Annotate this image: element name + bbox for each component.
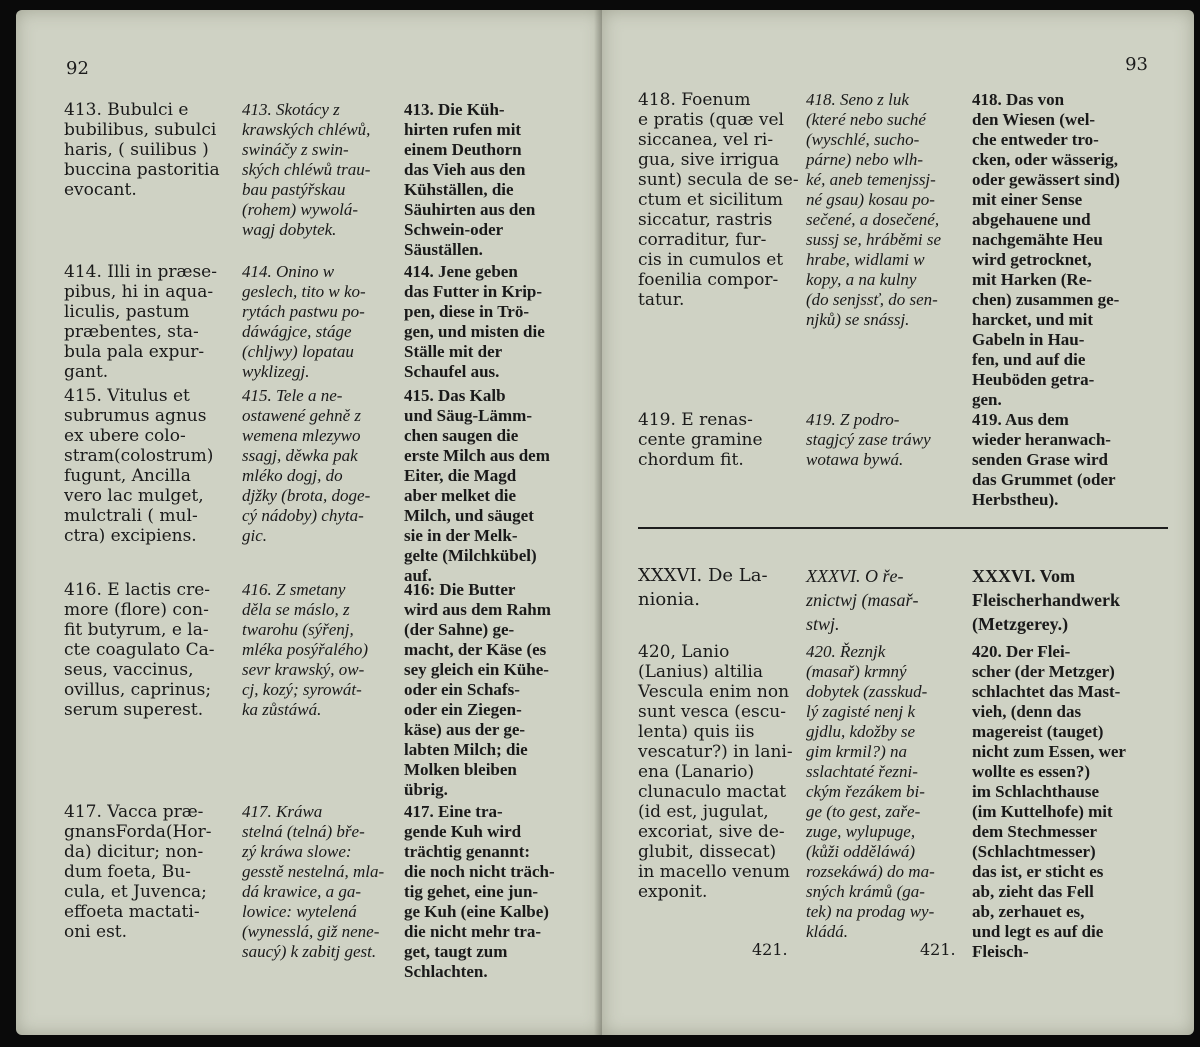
german-entry-419: 419. Aus dem wieder heranwach- senden Grase wird das Grummet (oder Herbstheu). [972, 410, 1116, 509]
latin-entry-416: 416. E lactis cre- more (flore) con- fit butyrum, e la- cte coagulato Ca- seus, vaccinus, ovillus, caprinus; serum superest. [64, 580, 215, 720]
czech-entry-415: 415. Tele a ne- ostawené gehně z wemena mlezywo ssagj, děwka pak mléko dogj, do djžky (brota, doge- cý nádoby) chyta- gic. [242, 386, 371, 545]
right-page [602, 10, 1194, 1035]
czech-entry-420: 420. Řeznjk (masař) krmný dobytek (zasskud- lý zagisté nenj k gjdlu, kdožby se gim krmil?) na sslachtaté řezni- ckým řezákem bi- ge (to gest, zaře- zuge, wylupuge, (kůži odděláwá) rozsekáwá) do ma- sných krámů (ga- tek) na prodag wy- kládá. [806, 642, 935, 941]
german-entry-418: 418. Das von den Wiesen (wel- che entweder tro- cken, oder wässerig, oder gewässert sind) mit einer Sense abgehauene und nachgemähte Heu wird getrocknet, mit Harken (Re- chen) zusammen ge- harcket, und mit Gabeln in Hau- fen, und auf die Heuböden getra- gen. [972, 90, 1120, 409]
czech-entry-413: 413. Skotácy z krawských chléwů, swináčy z swin- ských chléwů trau- bau pastýřskau (rohem) wywolá- wagj dobytek. [242, 100, 371, 239]
section-heading-latin: XXXVI. De La- nionia. [638, 565, 768, 610]
german-entry-420: 420. Der Flei- scher (der Metzger) schlachtet das Mast- vieh, (denn das magereist (tauget) nicht zum Essen, wer wollte es essen?) im Schlachthause (im Kuttelhofe) mit dem Stechmesser (Schlachtmesser) das ist, er sticht es ab, zieht das Fell ab, zerhauet es, und legt es auf die Fleisch- [972, 642, 1126, 961]
czech-entry-418: 418. Seno z luk (které nebo suché (wyschlé, sucho- párne) nebo wlh- ké, aneb temenjssj- né gsau) kosau po- sečené, a dosečené, sussj se, hráběmi se hrabe, widlami w kopy, a na kulny (do senjssť, do sen- njků) se snássj. [806, 90, 942, 329]
czech-entry-417: 417. Kráwa stelná (telná) bře- zý kráwa slowe: gesstě nestelná, mla- dá krawice, a ga- lowice: wytelená (wynesslá, giž nene- saucý) k zabitj gest. [242, 802, 385, 961]
catchword-latin: 421. [752, 940, 788, 959]
section-heading-czech: XXXVI. O ře- znictwj (masař- stwj. [806, 566, 919, 634]
page-number: 93 [1125, 54, 1148, 75]
latin-entry-417: 417. Vacca præ- gnansForda(Hor- da) dicitur; non- dum foeta, Bu- cula, et Juvenca; effoeta mactati- oni est. [64, 802, 212, 942]
german-entry-414: 414. Jene geben das Futter in Krip- pen, diese in Trö- gen, und misten die Ställe mit der Schaufel aus. [404, 262, 545, 381]
book-spread [8, 10, 1194, 1040]
latin-entry-415: 415. Vitulus et subrumus agnus ex ubere colo- stram(colostrum) fugunt, Ancilla vero lac mulget, mulctrali ( mul- ctra) excipiens. [64, 386, 214, 546]
german-entry-416: 416: Die Butter wird aus dem Rahm (der Sahne) ge- macht, der Käse (es sey gleich ein Kühe- oder ein Schafs- oder ein Ziegen- käse) aus der ge- labten Milch; die Molken bleiben übrig. [404, 580, 551, 799]
section-divider [638, 527, 1168, 529]
latin-entry-418: 418. Foenum e pratis (quæ vel siccanea, vel ri- gua, sive irrigua sunt) secula de se- ctum et sicilitum siccatur, rastris corraditur, fur- cis in cumulos et foenilia compor- tatur. [638, 90, 799, 310]
latin-entry-413: 413. Bubulci e bubilibus, subulci haris, ( suilibus ) buccina pastoritia evocant. [64, 100, 220, 200]
czech-entry-419: 419. Z podro- stagjcý zase tráwy wotawa bywá. [806, 410, 931, 469]
latin-entry-419: 419. E renas- cente gramine chordum fit. [638, 410, 763, 470]
catchword-czech: 421. [920, 940, 956, 959]
left-page [16, 10, 602, 1035]
german-entry-413: 413. Die Küh- hirten rufen mit einem Deuthorn das Vieh aus den Kühställen, die Säuhirten aus den Schwein-oder Säuställen. [404, 100, 536, 259]
czech-entry-414: 414. Onino w geslech, tito w ko- rytách pastwu po- dáwágjce, stáge (chljwy) lopatau wyklizegj. [242, 262, 366, 381]
latin-entry-420: 420, Lanio (Lanius) altilia Vescula enim non sunt vesca (escu- lenta) quis iis vescatur?) in lani- ena (Lanario) clunaculo mactat (id est, jugulat, excoriat, sive de- glubit, dissecat) in macello venum exponit. [638, 642, 793, 902]
german-entry-415: 415. Das Kalb und Säug-Lämm- chen saugen die erste Milch aus dem Eiter, die Magd aber melket die Milch, und säuget sie in der Melk- gelte (Milchkübel) auf. [404, 386, 550, 585]
latin-entry-414: 414. Illi in præse- pibus, hi in aqua- liculis, pastum præbentes, sta- bula pala expur- gant. [64, 262, 217, 382]
page-number: 92 [66, 58, 89, 79]
german-entry-417: 417. Eine tra- gende Kuh wird trächtig genannt: die noch nicht träch- tig gehet, eine jun- ge Kuh (eine Kalbe) die nicht mehr tra- get, taugt zum Schlachten. [404, 802, 555, 981]
czech-entry-416: 416. Z smetany děla se máslo, z twarohu (sýřenj, mléka posýřalého) sevr krawský, ow- cj, kozý; syrowát- ka zůstáwá. [242, 580, 369, 719]
section-heading-german: XXXVI. Vom Fleischerhandwerk (Metzgerey.) [972, 566, 1120, 634]
